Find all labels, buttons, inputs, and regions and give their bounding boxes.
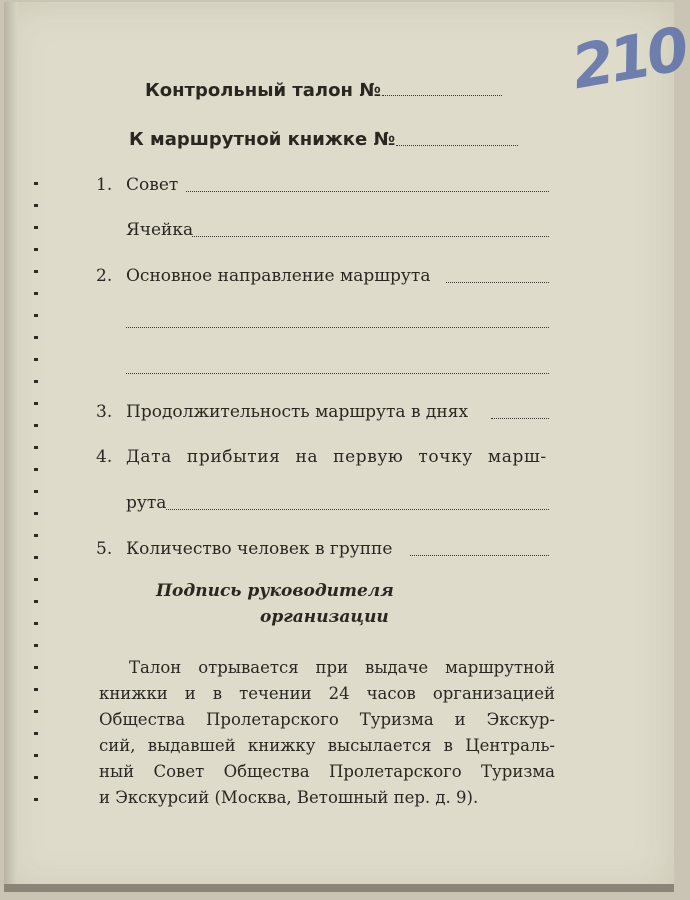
form-title: Контрольный талон №	[145, 80, 381, 101]
page-edge	[4, 884, 674, 892]
item-number: 1.	[96, 175, 113, 195]
direction-field-line2[interactable]	[126, 327, 549, 328]
note-line: книжки и в течении 24 часов организацией	[99, 684, 555, 703]
note-line: Талон отрывается при выдаче маршрутной	[129, 658, 555, 677]
subtitle-number-line	[396, 145, 518, 146]
note-line: сий, выдавшей книжку высылается в Централь-	[99, 736, 555, 755]
handwritten-number: 210	[566, 14, 690, 104]
yacheika-field[interactable]	[192, 236, 549, 237]
item-label-direction: Основное направление маршрута	[126, 266, 431, 286]
note-line: Общества Пролетарского Туризма и Экскур-	[99, 710, 555, 729]
note-line: ный Совет Общества Пролетарского Туризма	[99, 762, 555, 781]
item-label-arrival-cont: рута	[126, 493, 167, 513]
talon-page	[4, 2, 690, 892]
item-label-arrival: Дата прибытия на первую точку марш-	[126, 447, 547, 467]
signature-label: Подпись руководителя	[156, 581, 394, 601]
form-subtitle: К маршрутной книжке №	[129, 129, 396, 150]
direction-field[interactable]	[446, 282, 549, 283]
item-label-duration: Продолжительность маршрута в днях	[126, 402, 469, 422]
signature-label-line2: организации	[260, 607, 389, 627]
item-number: 4.	[96, 447, 113, 467]
group-size-field[interactable]	[410, 555, 549, 556]
duration-field[interactable]	[491, 418, 549, 419]
item-number: 5.	[96, 539, 113, 559]
title-number-line	[382, 95, 502, 96]
direction-field-line3[interactable]	[126, 373, 549, 374]
item-label-group-size: Количество человек в группе	[126, 539, 393, 559]
item-number: 3.	[96, 402, 113, 422]
note-line: и Экскурсий (Москва, Ветошный пер. д. 9).	[99, 788, 479, 807]
sovet-field[interactable]	[186, 191, 549, 192]
item-number: 2.	[96, 266, 113, 286]
item-label-sovet: Совет	[126, 175, 179, 195]
perforation-line	[34, 182, 38, 812]
arrival-date-field[interactable]	[166, 509, 549, 510]
binding-spine	[4, 2, 18, 892]
item-label-yacheika: Ячейка	[126, 220, 194, 240]
